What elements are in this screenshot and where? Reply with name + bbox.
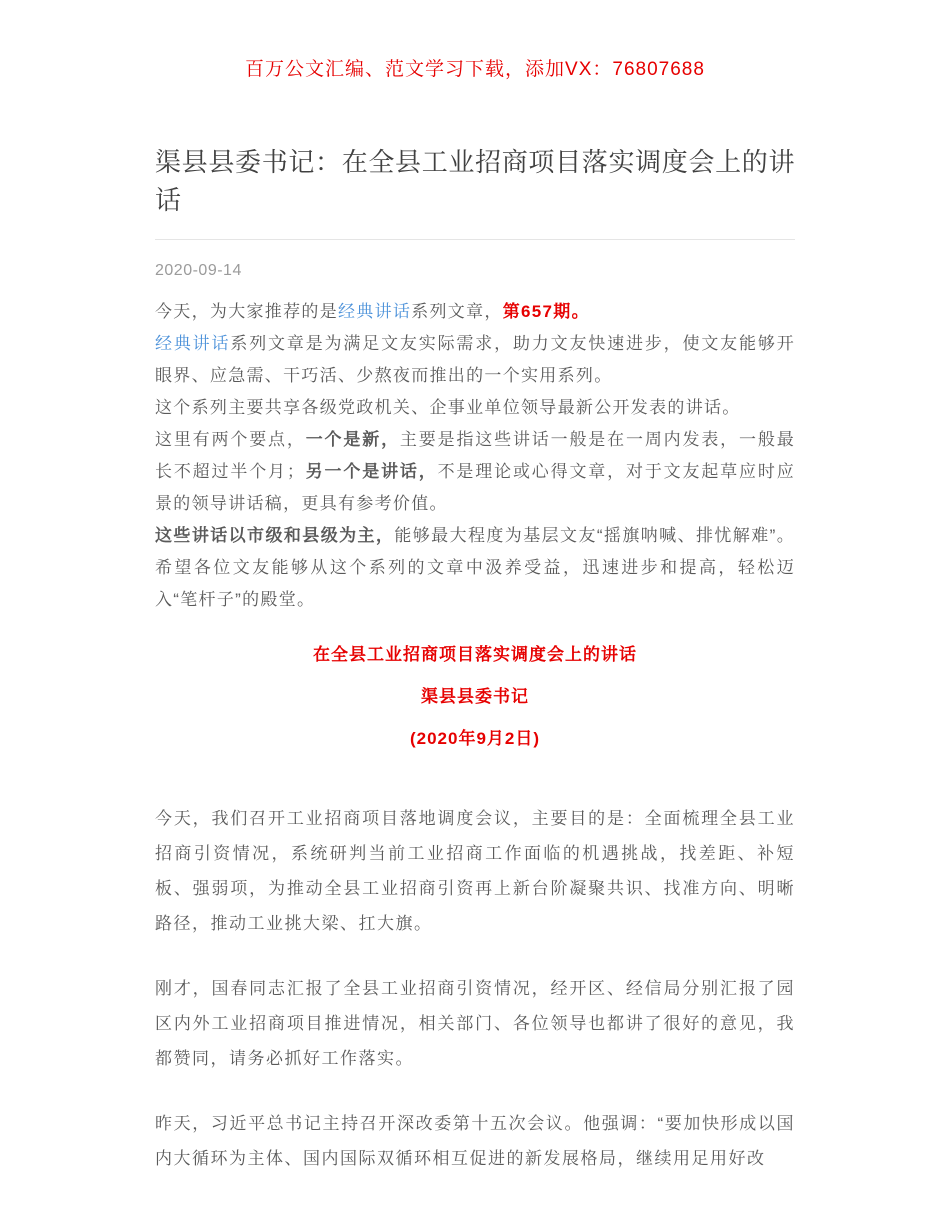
speech-date: (2020年9月2日): [409, 729, 541, 748]
publish-date: 2020-09-14: [155, 262, 242, 279]
title-divider: [155, 239, 795, 240]
intro-bold-text: 一个是新，: [305, 430, 400, 449]
speech-paragraph: 今天，我们召开工业招商项目落地调度会议，主要目的是：全面梳理全县工业招商引资情况，系统研判当前工业招商工作面临的机遇挑战，找差距、补短板、强弱项，为推动全县工业招商引资再上新台阶凝聚共识、找准方向、明晰路径，推动工业挑大梁、扛大旗。: [155, 809, 795, 933]
speech-paragraph: 昨天，习近平总书记主持召开深改委第十五次会议。他强调：“要加快形成以国内大循环为主体、国内国际双循环相互促进的新发展格局，继续用足用好改: [155, 1114, 795, 1168]
speech-paragraph: 刚才，国春同志汇报了全县工业招商引资情况，经开区、经信局分别汇报了园区内外工业招商项目推进情况，相关部门、各位领导也都讲了很好的意见，我都赞同，请务必抓好工作落实。: [155, 979, 795, 1068]
intro-paragraph-1: [155, 296, 795, 328]
promo-banner: 百万公文汇编、范文学习下载，添加VX：76807688: [245, 59, 705, 80]
intro-text: 今天，为大家推荐的是: [155, 302, 338, 321]
intro-text: 系列文章，: [411, 302, 503, 321]
series-link[interactable]: 经典讲话: [338, 302, 412, 321]
speech-title: 在全县工业招商项目落实调度会上的讲话: [313, 645, 637, 664]
speech-speaker: 渠县县委书记: [421, 687, 529, 706]
article-title: 渠县县委书记：在全县工业招商项目落实调度会上的讲话: [155, 147, 795, 215]
speech-body: [155, 801, 795, 1176]
article-content: [155, 143, 795, 1176]
issue-number-text: 第657期。: [502, 302, 590, 321]
intro-text: 不是理论或心得文章，对于文友起草应时应景的领导讲话稿，更具有参考价值。: [155, 462, 795, 513]
series-link[interactable]: 经典讲话: [155, 334, 231, 353]
intro-text: 主要是指这些讲话一般是在一周内发表，一般最长不超过半个月；: [155, 430, 795, 481]
intro-text: 这个系列主要共享各级党政机关、企事业单位领导最新公开发表的讲话。: [155, 398, 741, 417]
intro-bold-text: 这些讲话以市级和县级为主，: [155, 526, 395, 545]
intro-paragraph-3: [155, 392, 795, 424]
intro-text: 能够最大程度为基层文友“摇旗呐喊、排忧解难”。希望各位文友能够从这个系列的文章中汲养受益，迅速进步和提高，轻松迈入“笔杆子”的殿堂。: [155, 526, 795, 609]
intro-paragraph-4: [155, 424, 795, 520]
speech-section: [155, 640, 795, 1176]
intro-bold-text: 另一个是讲话，: [305, 462, 438, 481]
intro-paragraph-2: [155, 328, 795, 392]
intro-paragraph-5: [155, 520, 795, 616]
intro-section: [155, 296, 795, 616]
intro-text: 这里有两个要点，: [155, 430, 306, 449]
intro-text: 系列文章是为满足文友实际需求，助力文友快速进步，使文友能够开眼界、应急需、干巧活、少熬夜而推出的一个实用系列。: [155, 334, 795, 385]
